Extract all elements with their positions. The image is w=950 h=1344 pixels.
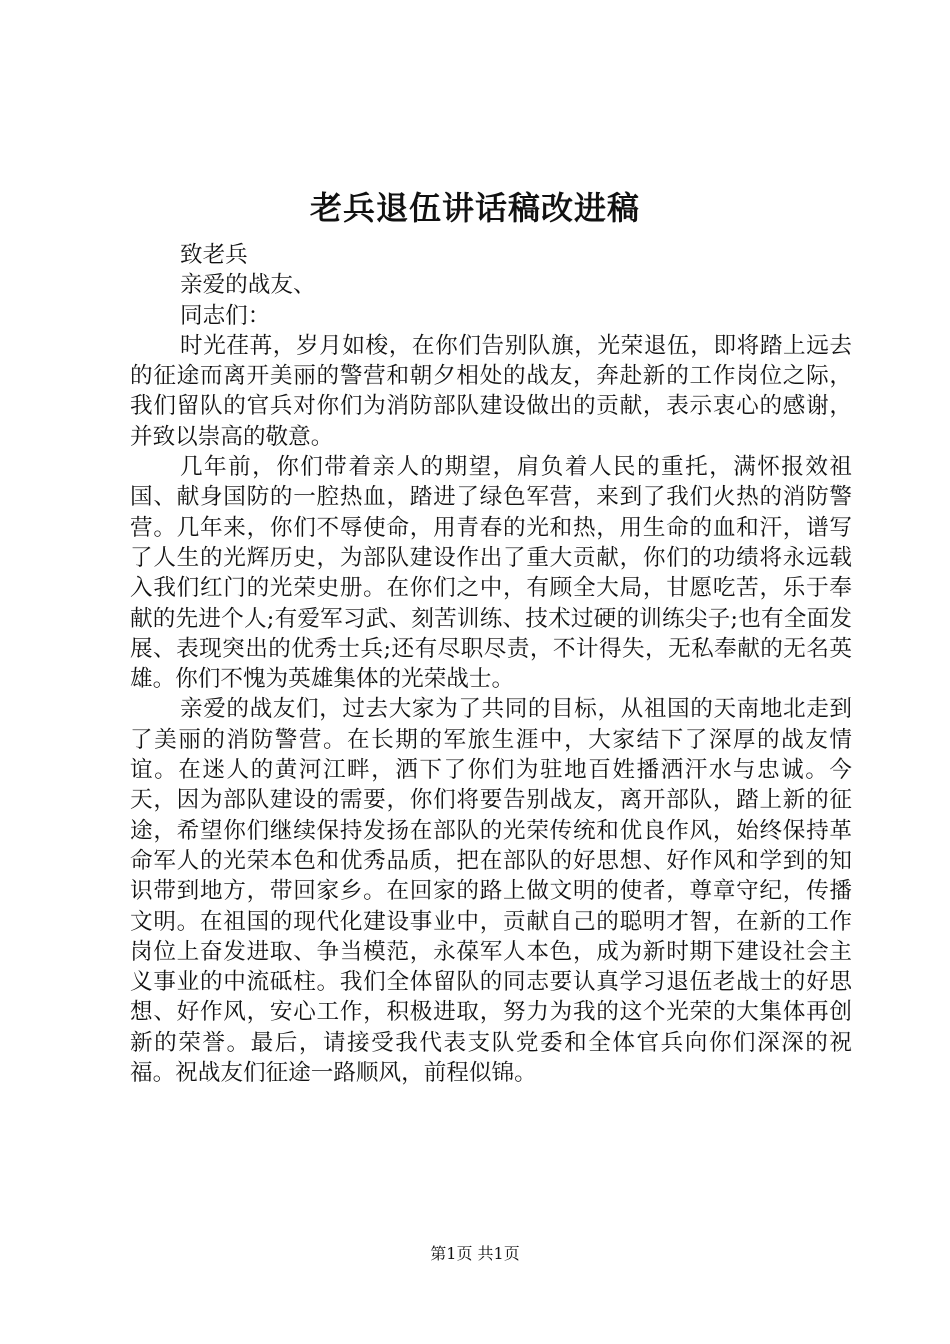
body-paragraph: 时光荏苒，岁月如梭，在你们告别队旗，光荣退伍，即将踏上远去的征途而离开美丽的警营和朝夕相处的战友，奔赴新的工作岗位之际，我们留队的官兵对你们为消防部队建设做出的贡献，表示衷心的感谢，并致以崇高的敬意。	[130, 332, 852, 450]
body-paragraph: 亲爱的战友们，过去大家为了共同的目标，从祖国的天南地北走到了美丽的消防警营。在长期的军旅生涯中，大家结下了深厚的战友情谊。在迷人的黄河江畔，洒下了你们为驻地百姓播洒汗水与忠诚。今天，因为部队建设的需要，你们将要告别战友，离开部队，踏上新的征途，希望你们继续保持发扬在部队的光荣传统和优良作风，始终保持革命军人的光荣本色和优秀品质，把在部队的好思想、好作风和学到的知识带到地方，带回家乡。在回家的路上做文明的使者，尊章守纪，传播文明。在祖国的现代化建设事业中，贡献自己的聪明才智，在新的工作岗位上奋发进取、争当模范，永葆军人本色，成为新时期下建设社会主义事业的中流砥柱。我们全体留队的同志要认真学习退伍老战士的好思想、好作风，安心工作，积极进取，努力为我的这个光荣的大集体再创新的荣誉。最后，请接受我代表支队党委和全体官兵向你们深深的祝福。祝战友们征途一路顺风，前程似锦。	[130, 696, 852, 1087]
salutation-line: 致老兵	[180, 242, 248, 268]
salutation-line: 亲爱的战友、	[180, 272, 316, 299]
document-body	[130, 240, 852, 1088]
body-paragraph: 几年前，你们带着亲人的期望，肩负着人民的重托，满怀报效祖国、献身国防的一腔热血，踏进了绿色军营，来到了我们火热的消防警营。几年来，你们不辱使命，用青春的光和热，用生命的血和汗，谱写了人生的光辉历史，为部队建设作出了重大贡献，你们的功绩将永远载入我们红门的光荣史册。在你们之中，有顾全大局，甘愿吃苦，乐于奉献的先进个人;有爱军习武、刻苦训练、技术过硬的训练尖子;也有全面发展、表现突出的优秀士兵;还有尽职尽责，不计得失，无私奉献的无名英雄。你们不愧为英雄集体的光荣战士。	[130, 454, 852, 693]
page-number-footer: 第1页 共1页	[430, 1244, 520, 1263]
document-title: 老兵退伍讲话稿改进稿	[309, 189, 640, 227]
salutation-line: 同志们：	[180, 302, 271, 329]
